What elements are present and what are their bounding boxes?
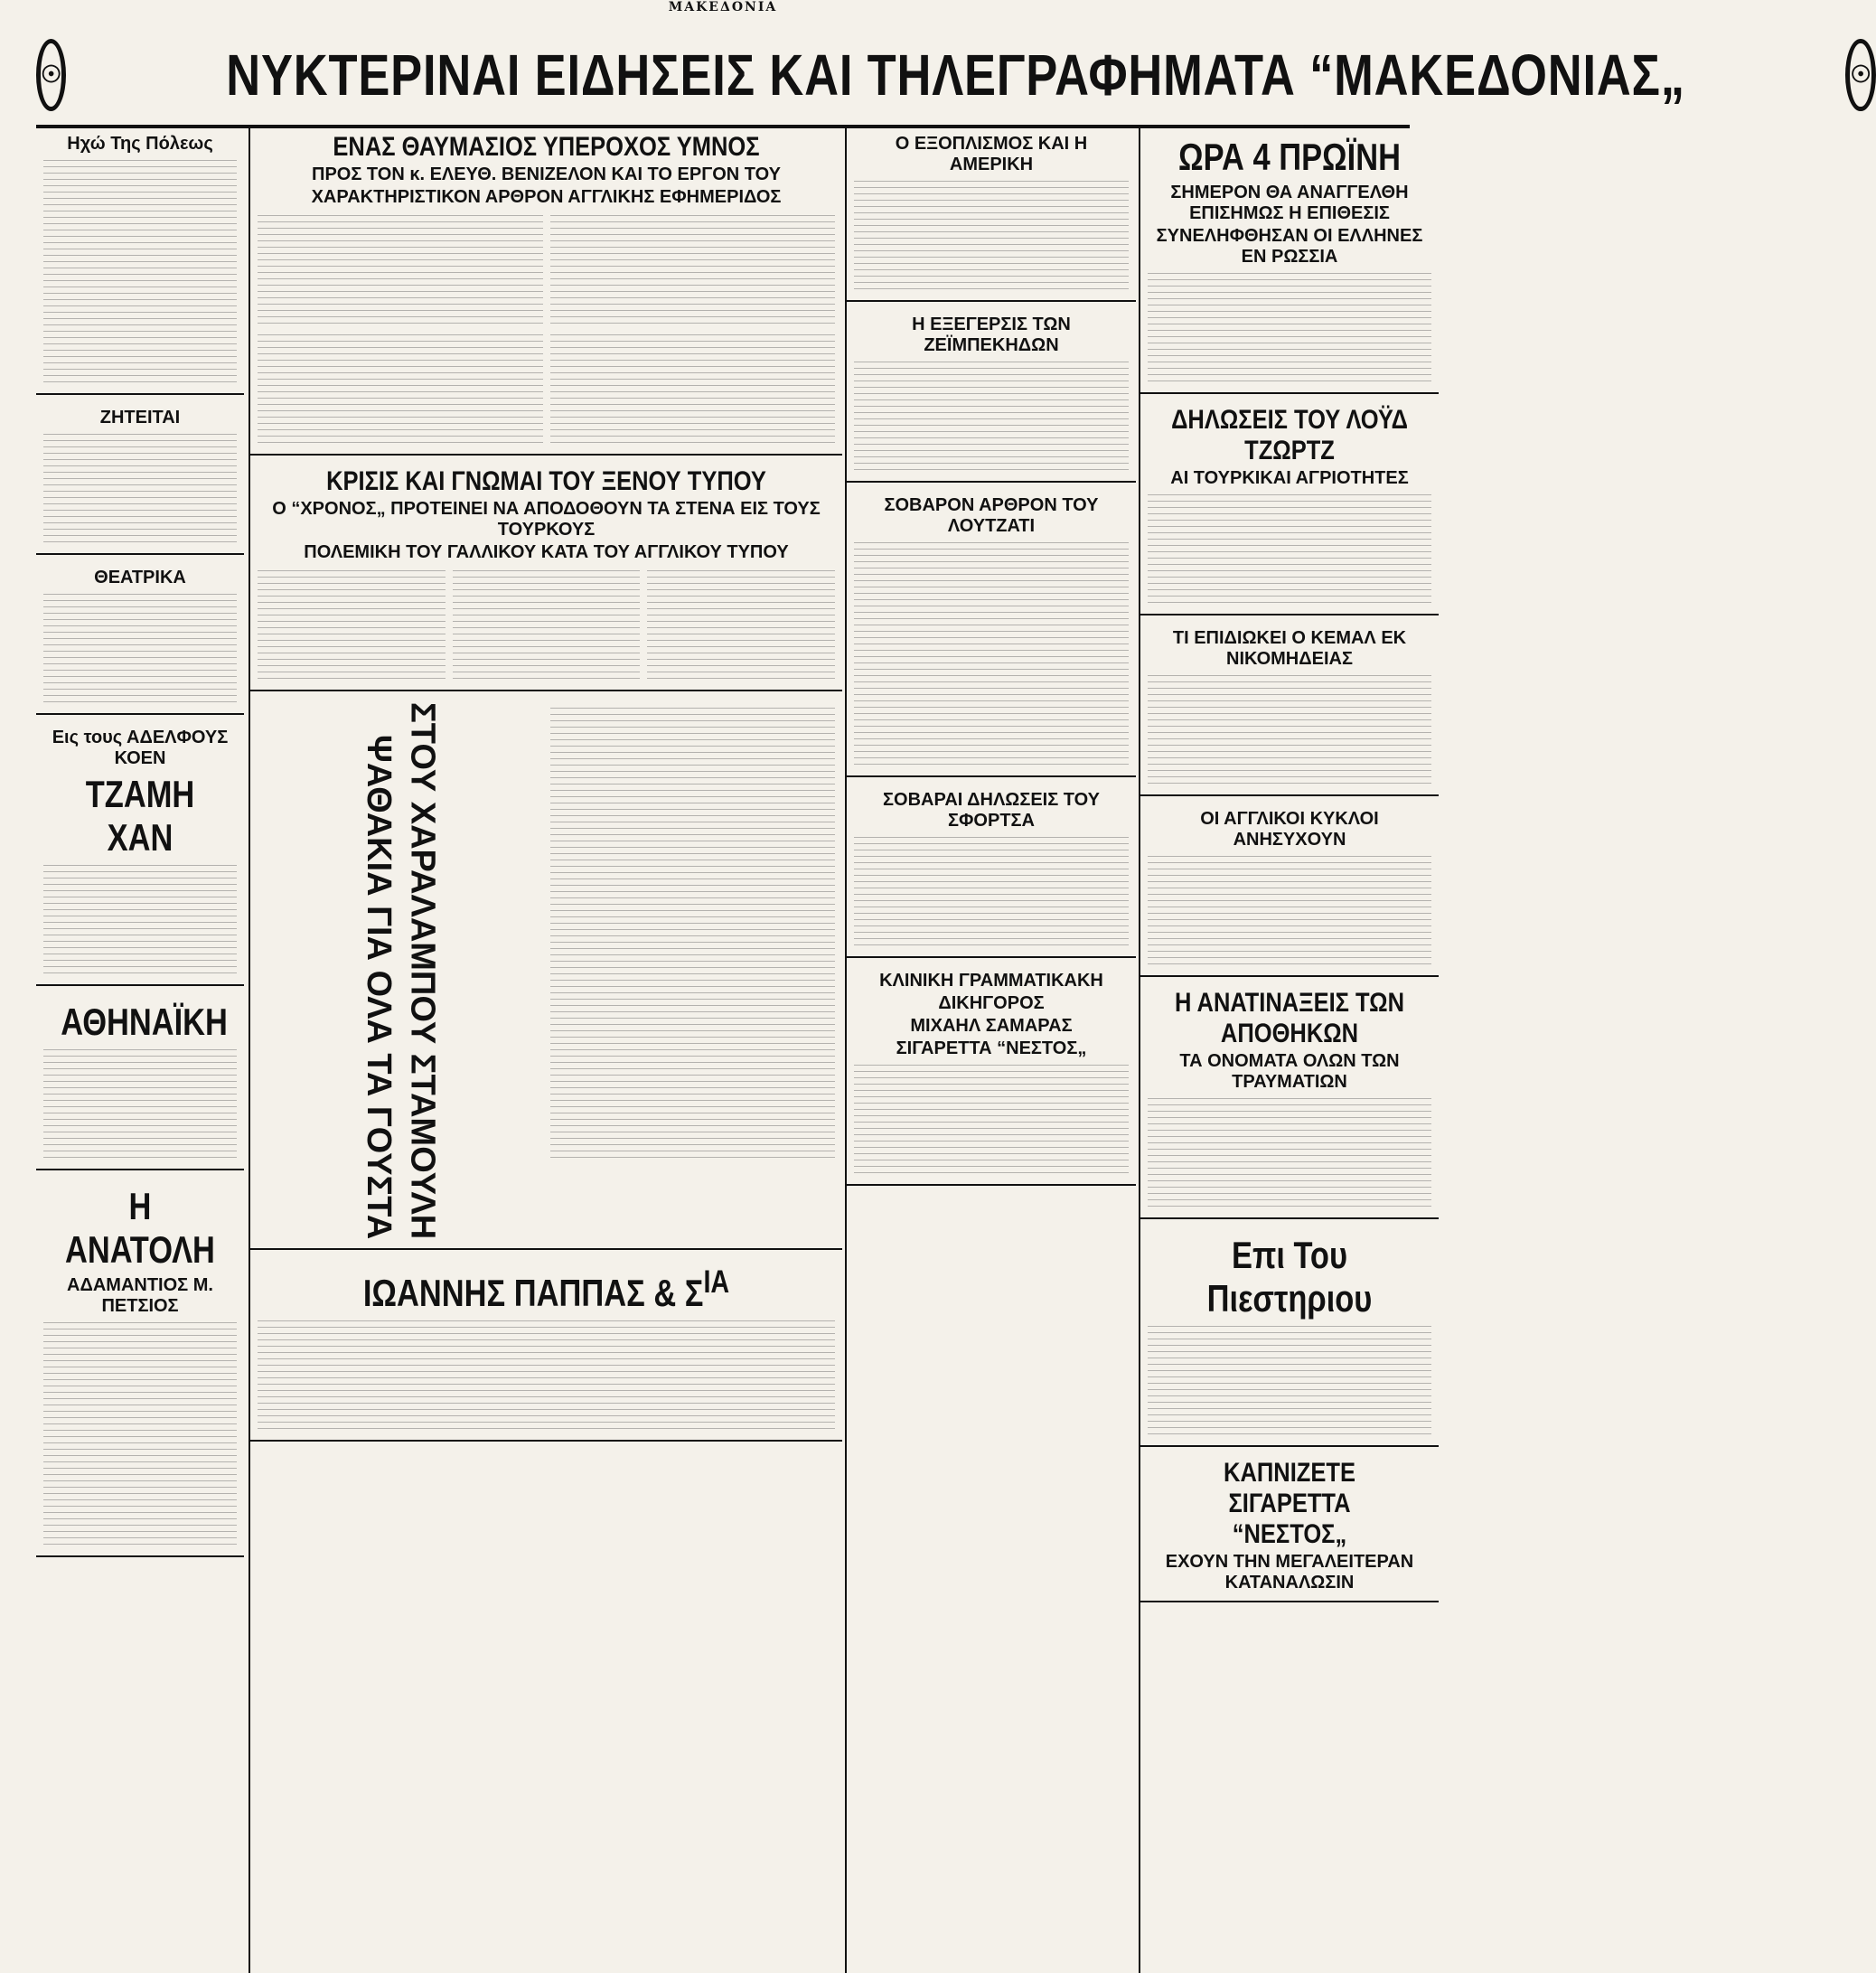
psathakia-ad: ΨΑΘΑΚΙΑ ΓΙΑ ΟΛΑ ΤΑ ΓΟΥΣΤΑ — [360, 735, 399, 1240]
masthead: ΜΑΚΕΔΟΝΙΑ — [668, 0, 778, 14]
america-heading: Ο ΕΞΟΠΛΙΣΜΟΣ ΚΑΙ Η ΑΜΕΡΙΚΗ — [895, 134, 1088, 174]
names-heading: ΤΑ ΟΝΟΜΑΤΑ ΟΛΩΝ ΤΩΝ ΤΡΑΥΜΑΤΙΩΝ — [1179, 1051, 1400, 1092]
sforza-heading: ΣΟΒΑΡΑΙ ΔΗΛΩΣΕΙΣ ΤΟΥ ΣΦΟΡΤΣΑ — [883, 790, 1100, 831]
zitei-heading: ΖΗΤΕΙΤΑΙ — [99, 408, 181, 427]
athinaiki-ad: ΑΘΗΝΑΪΚΗ — [61, 1001, 228, 1043]
koen-ad: Εις τους ΑΔΕΛΦΟΥΣ ΚΟΕΝ — [52, 728, 229, 768]
banner — [36, 25, 1871, 128]
samaras-ad: ΜΙΧΑΗΛ ΣΑΜΑΡΑΣ — [910, 1016, 1073, 1036]
clinic-ad: ΚΛΙΝΙΚΗ ΓΡΑΜΜΑΤΙΚΑΚΗ — [879, 971, 1103, 991]
center-column — [249, 127, 842, 1973]
left-column — [36, 127, 244, 1973]
article-subheading: ΧΑΡΑΚΤΗΡΙΣΤΙΚΟΝ ΑΡΘΡΟΝ ΑΓΓΛΙΚΗΣ ΕΦΗΜΕΡΙΔΟΣ — [311, 187, 782, 207]
kemal-heading: ΤΙ ΕΠΙΔΙΩΚΕΙ Ο ΚΕΜΑΛ ΕΚ ΝΙΚΟΜΗΔΕΙΑΣ — [1172, 628, 1407, 669]
nestos-ad: ΣΙΓΑΡΕΤΤΑ “ΝΕΣΤΟΣ„ — [896, 1038, 1087, 1058]
petsios-ad: ΑΔΑΜΑΝΤΙΟΣ Μ. ΠΕΤΣΙΟΣ — [67, 1275, 213, 1316]
egersis-heading: Η ΕΞΕΓΕΡΣΙΣ ΤΩΝ ΖΕΪΜΠΕΚΗΔΩΝ — [912, 315, 1071, 355]
seal-left-icon: ☉ — [36, 39, 66, 111]
main-title: ΝΥΚΤΕΡΙΝΑΙ ΕΙΔΗΣΕΙΣ ΚΑΙ ΤΗΛΕΓΡΑΦΗΜΑΤΑ “ΜΑΚΕΔΟΝΙΑΣ„ — [226, 42, 1686, 108]
seal-right-icon: ☉ — [1845, 39, 1875, 111]
echo-heading: Ηχώ Της Πόλεως — [67, 134, 213, 154]
press-heading: Επι Του Πιεστηριου — [1206, 1234, 1373, 1320]
anatoli-ad: Η ΑΝΑΤΟΛΗ — [65, 1185, 215, 1271]
crisis-heading: ΚΡΙΣΙΣ ΚΑΙ ΓΝΩΜΑΙ ΤΟΥ ΞΕΝΟΥ ΤΥΠΟΥ — [326, 466, 766, 496]
hymn-subheading: ΠΡΟΣ ΤΟΝ κ. ΕΛΕΥΘ. ΒΕΝΙΖΕΛΟΝ ΚΑΙ ΤΟ ΕΡΓΟΝ ΤΟΥ — [312, 164, 781, 184]
chronos-heading: Ο “ΧΡΟΝΟΣ„ ΠΡΟΤΕΙΝΕΙ ΝΑ ΑΠΟΔΟΘΟΥΝ ΤΑ ΣΤΕΝΑ ΕΙΣ ΤΟΥΣ ΤΟΥΡΚΟΥΣ — [272, 499, 821, 540]
tzami-ad: ΤΖΑΜΗ ΧΑΝ — [85, 773, 195, 859]
english-heading: ΟΙ ΑΓΓΛΙΚΟΙ ΚΥΚΛΟΙ ΑΝΗΣΥΧΟΥΝ — [1200, 809, 1379, 850]
explosions-heading: Η ΑΝΑΤΙΝΑΞΕΙΣ ΤΩΝ ΑΠΟΘΗΚΩΝ — [1174, 988, 1405, 1048]
ora-heading: ΩΡΑ 4 ΠΡΩΪΝΗ — [1178, 136, 1401, 178]
pappas-ad: ΙΩΑΝΝΗΣ ΠΑΠΠΑΣ & $\Sigma^{IA}$ — [362, 1264, 730, 1315]
sovaron-heading: ΣΟΒΑΡΟΝ ΑΡΘΡΟΝ ΤΟΥ ΛΟΥΤΖΑΤΙ — [884, 495, 1099, 536]
far-right-column — [1139, 127, 1439, 1973]
russia-heading: ΣΥΝΕΛΗΦΘΗΣΑΝ ΟΙ ΕΛΛΗΝΕΣ ΕΝ ΡΩΣΣΙΑ — [1156, 226, 1423, 267]
atrocities-heading: ΑΙ ΤΟΥΡΚΙΚΑΙ ΑΓΡΙΟΤΗΤΕΣ — [1170, 468, 1409, 488]
stamouli-ad: ΣΤΟΥ ΧΑΡΑΛΑΜΠΟΥ ΣΤΑΜΟΥΛΗ — [403, 702, 442, 1240]
smoke-ad: ΚΑΠΝΙΖΕΤΕ ΣΙΓΑΡΕΤΤΑ “ΝΕΣΤΟΣ„ — [1224, 1458, 1355, 1549]
hymn-heading: ΕΝΑΣ ΘΑΥΜΑΣΙΟΣ ΥΠΕΡΟΧΟΣ ΥΜΝΟΣ — [333, 132, 760, 162]
today-heading: ΣΗΜΕΡΟΝ ΘΑ ΑΝΑΓΓΕΛΘΗ ΕΠΙΣΗΜΩΣ Η ΕΠΙΘΕΣΙΣ — [1170, 183, 1409, 223]
theatre-heading: ΘΕΑΤΡΙΚΑ — [94, 568, 186, 587]
right-column — [845, 127, 1136, 1973]
polemic-heading: ΠΟΛΕΜΙΚΗ ΤΟΥ ΓΑΛΛΙΚΟΥ ΚΑΤΑ ΤΟΥ ΑΓΓΛΙΚΟΥ ΤΥΠΟΥ — [304, 542, 789, 562]
lloyd-heading: ΔΗΛΩΣΕΙΣ ΤΟΥ ΛΟΫΔ ΤΖΩΡΤΖ — [1171, 405, 1408, 465]
consumption-ad: ΕΧΟΥΝ ΤΗΝ ΜΕΓΑΛΕΙΤΕΡΑΝ ΚΑΤΑΝΑΛΩΣΙΝ — [1165, 1552, 1414, 1592]
lawyer-ad: ΔΙΚΗΓΟΡΟΣ — [938, 993, 1045, 1013]
